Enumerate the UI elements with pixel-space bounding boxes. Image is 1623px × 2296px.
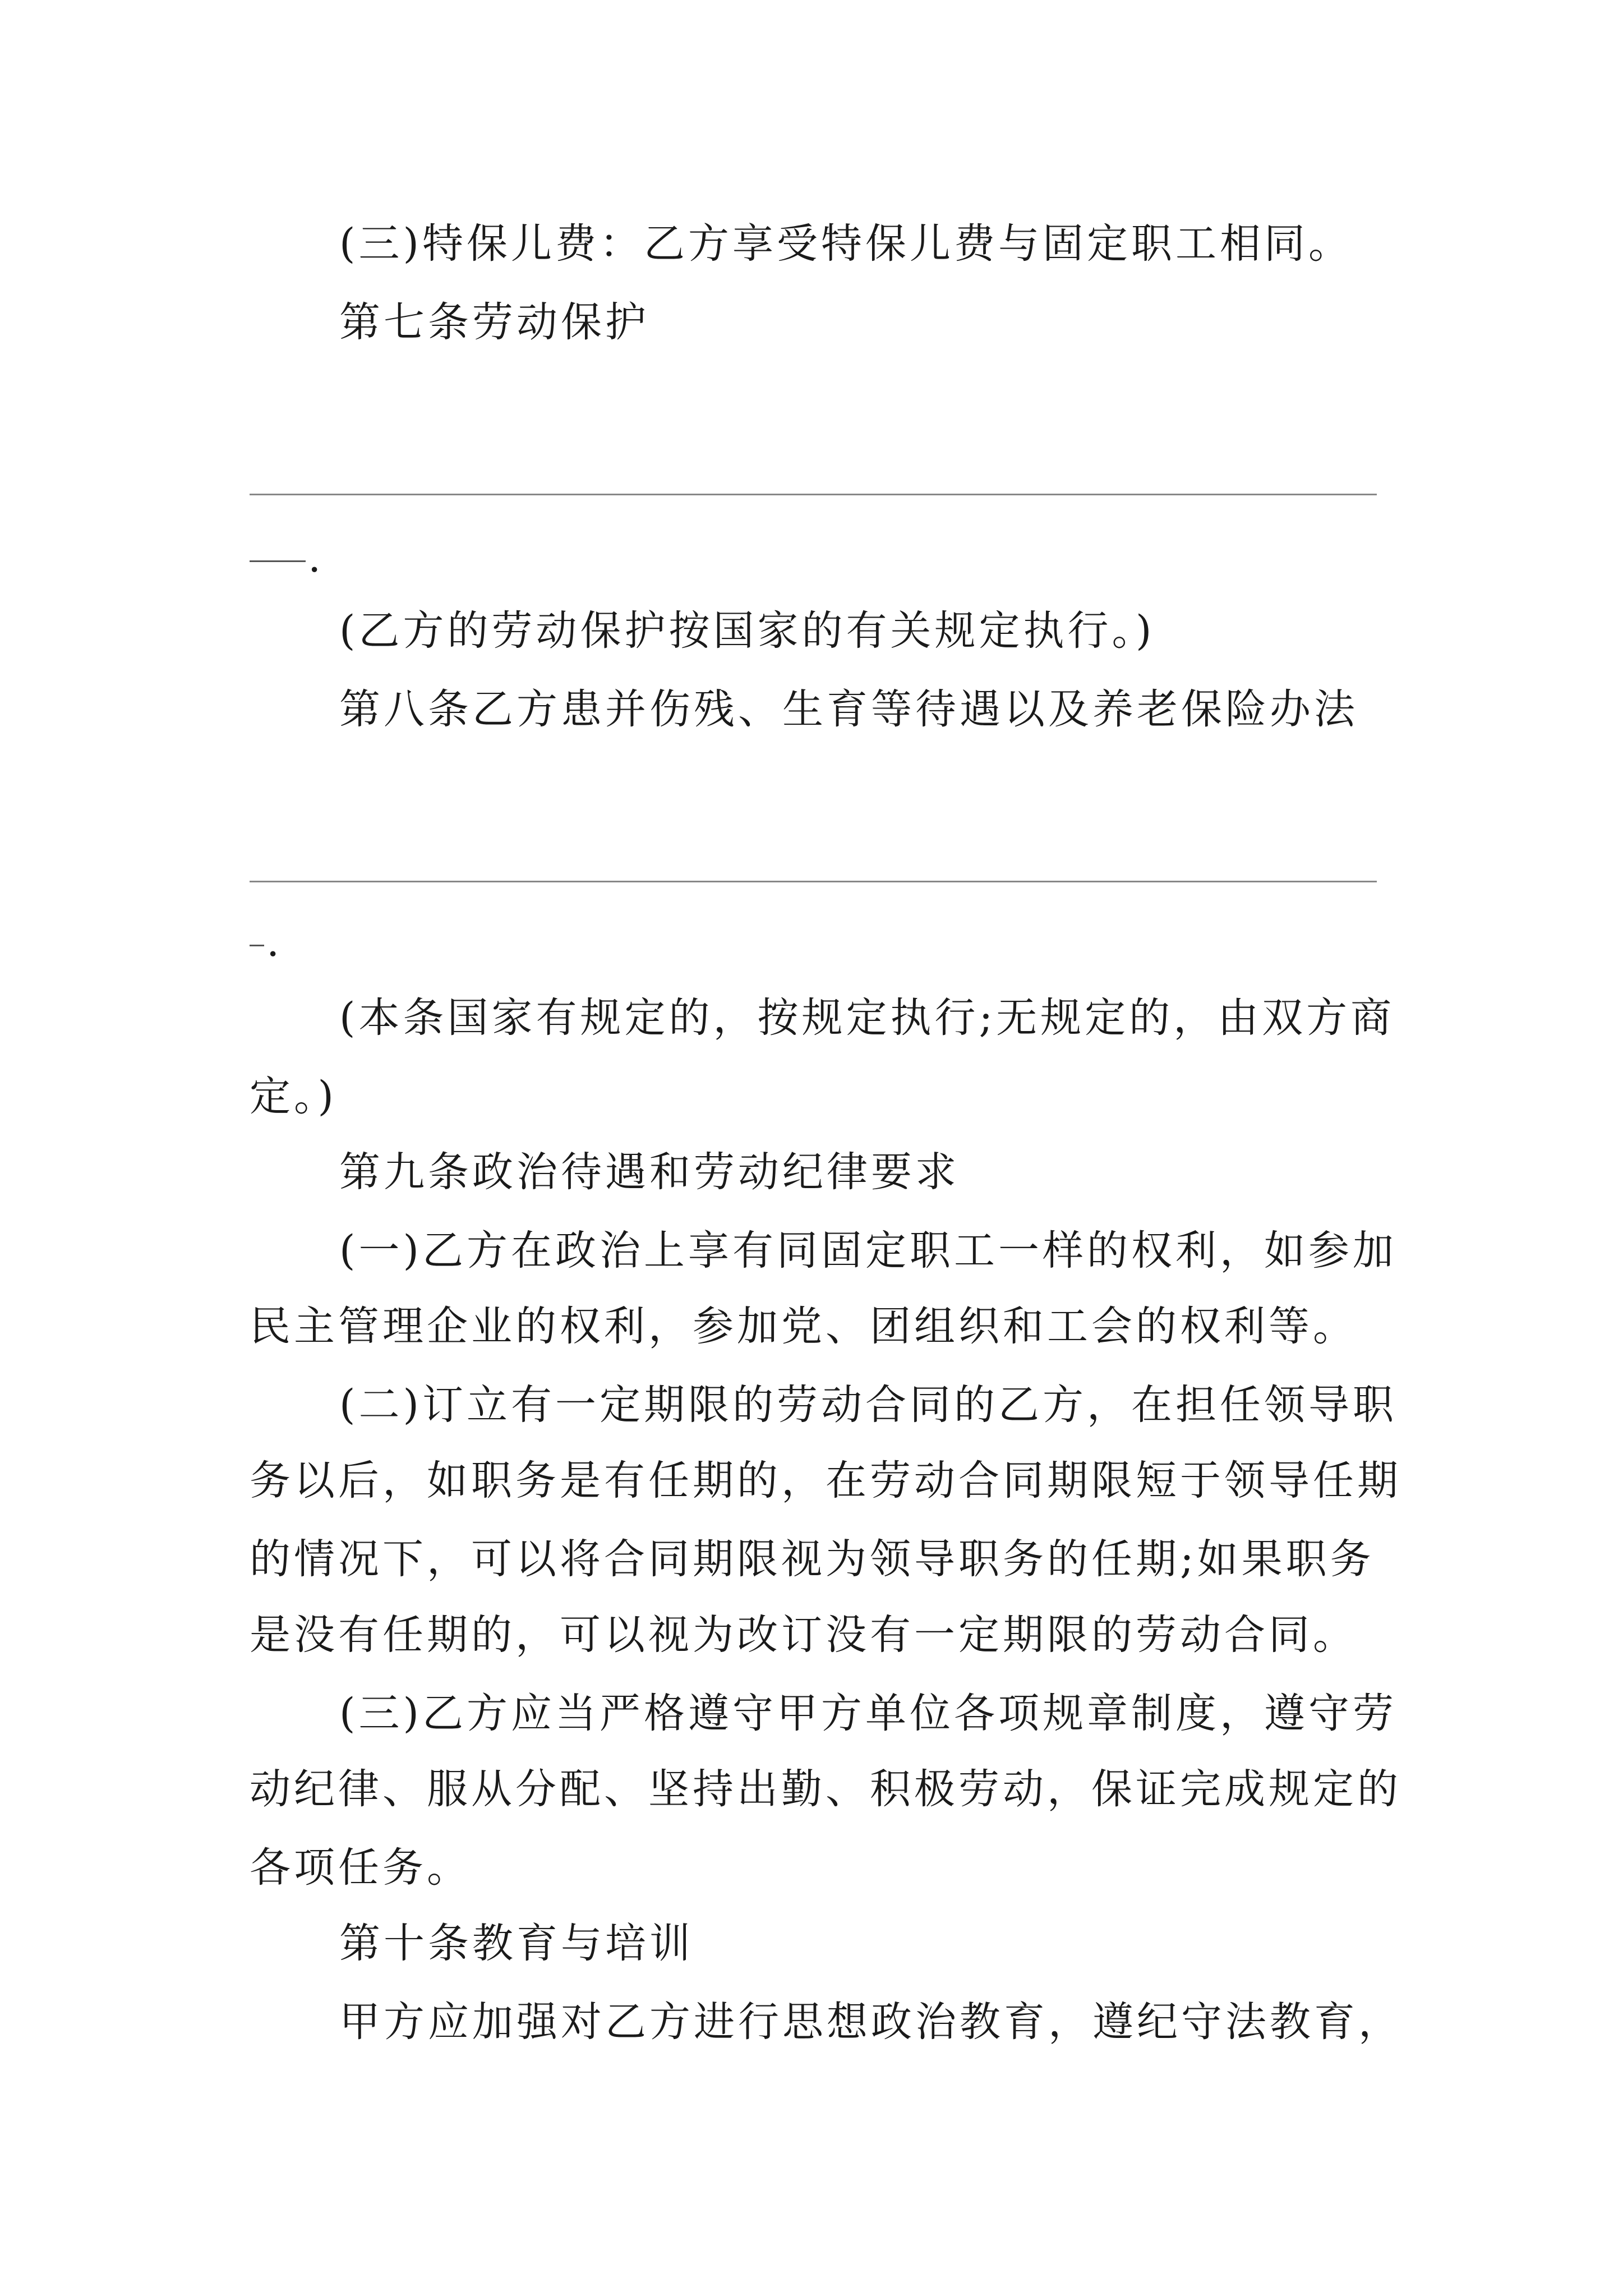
- article-8-note-cont: 定。): [250, 1073, 337, 1120]
- article-9-item-1-cont: 民主管理企业的权利，参加党、团组织和工会的权利等。: [250, 1303, 1357, 1350]
- article-8-heading: 第八条乙方患并伤残、生育等待遇以及养老保险办法: [339, 685, 1358, 733]
- article-9-heading: 第九条政治待遇和劳动纪律要求: [339, 1148, 960, 1196]
- article-8-note: (本条国家有规定的，按规定执行;无规定的，由双方商: [339, 994, 1395, 1042]
- article-9-item-3-cont: 动纪律、服从分配、坚持出勤、积极劳动，保证完成规定的: [250, 1765, 1401, 1813]
- article-9-item-2: (二)订立有一定期限的劳动合同的乙方，在担任领导职: [339, 1381, 1397, 1429]
- article-10-heading: 第十条教育与培训: [339, 1920, 694, 1967]
- article-7-heading: 第七条劳动保护: [339, 298, 649, 346]
- article-7-note: (乙方的劳动保护按国家的有关规定执行。): [339, 607, 1155, 655]
- article-10-body: 甲方应加强对乙方进行思想政治教育，遵纪守法教育，: [339, 1998, 1403, 2046]
- article-9-item-1: (一)乙方在政治上享有同固定职工一样的权利，如参加: [339, 1227, 1397, 1274]
- blank-fill-tail: .: [250, 914, 279, 970]
- clause-6-item-3: (三)特保儿费：乙方享受特保儿费与固定职工相同。: [339, 220, 1353, 268]
- blank-fill-line: [250, 881, 1377, 882]
- article-9-item-2-cont: 的情况下，可以将合同期限视为领导职务的任期;如果职务: [250, 1535, 1375, 1583]
- article-9-item-3: (三)乙方应当严格遵守甲方单位各项规章制度，遵守劳: [339, 1690, 1397, 1737]
- article-9-item-2-cont: 是没有任期的，可以视为改订没有一定期限的劳动合同。: [250, 1611, 1357, 1659]
- article-9-item-3-cont: 各项任务。: [250, 1844, 471, 1892]
- blank-fill-line: [250, 494, 1377, 495]
- article-9-item-2-cont: 务以后，如职务是有任期的，在劳动合同期限短于领导任期: [250, 1457, 1401, 1504]
- blank-fill-tail: .: [250, 530, 321, 586]
